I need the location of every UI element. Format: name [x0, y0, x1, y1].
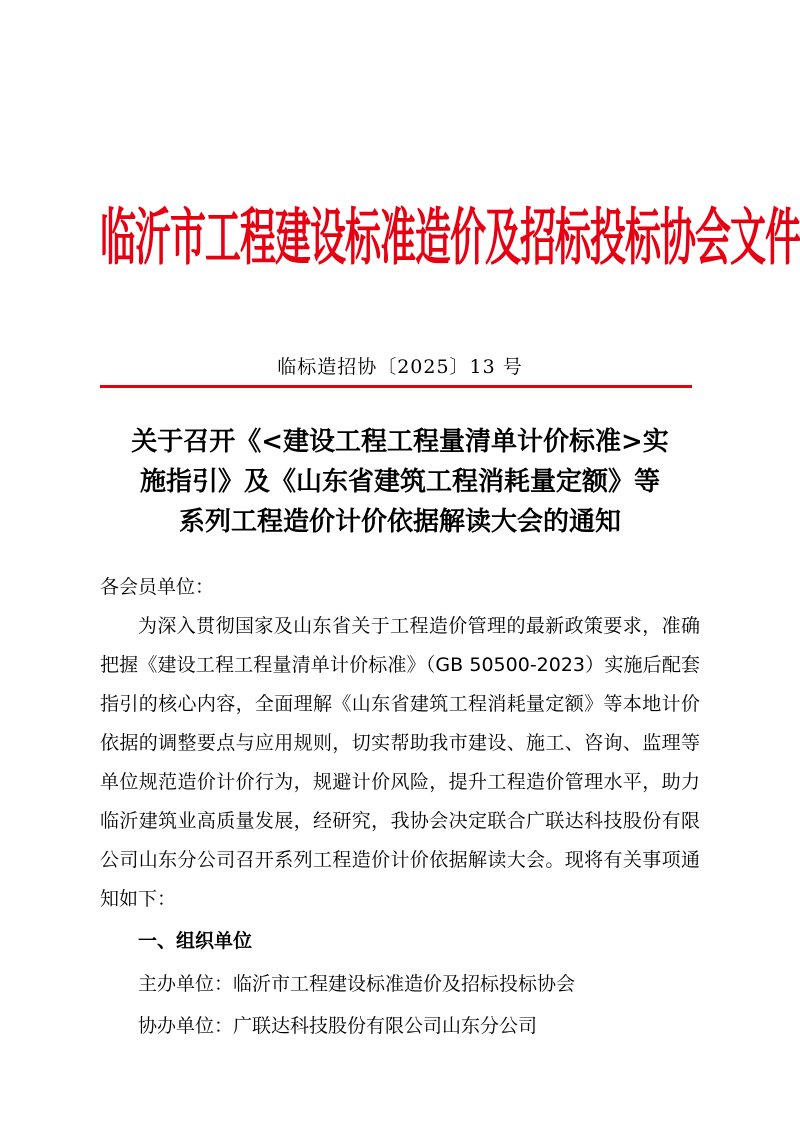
notice-body	[100, 568, 700, 1047]
red-divider-line	[100, 385, 692, 388]
notice-title	[100, 422, 700, 542]
co-host-organization: 协办单位：广联达科技股份有限公司山东分公司	[138, 1015, 538, 1037]
notice-title-line-1: 关于召开《<建设工程工程量清单计价标准>实	[131, 427, 669, 457]
notice-title-line-2: 施指引》及《山东省建筑工程消耗量定额》等	[139, 467, 660, 497]
section-heading-organizers: 一、组织单位	[138, 930, 253, 952]
org-title-text: 临沂市工程建设标准造价及招标投标协会文件	[100, 202, 800, 274]
document-number: 临标造招协〔2025〕13 号	[277, 356, 523, 378]
intro-paragraph: 为深入贯彻国家及山东省关于工程造价管理的最新政策要求，准确把握《建设工程工程量清单计价标准》（GB 50500-2023）实施后配套指引的核心内容，全面理解《山东省建筑工程消耗量定额》等本地计价依据的调整要点与应用规则，切实帮助我市建设、施工、咨询、监理等单位规范造价计价行为，规避计价风险，提升工程造价管理水平，助力临沂建筑业高质量发展，经研究，我协会决定联合广联达科技股份有限公司山东分公司召开系列工程造价计价依据解读大会。现将有关事项通知如下：	[100, 615, 700, 910]
host-organization: 主办单位：临沂市工程建设标准造价及招标投标协会	[138, 973, 576, 995]
notice-title-line-3: 系列工程造价计价依据解读大会的通知	[178, 507, 621, 537]
salutation: 各会员单位：	[100, 576, 215, 598]
document-header-title	[100, 170, 800, 306]
